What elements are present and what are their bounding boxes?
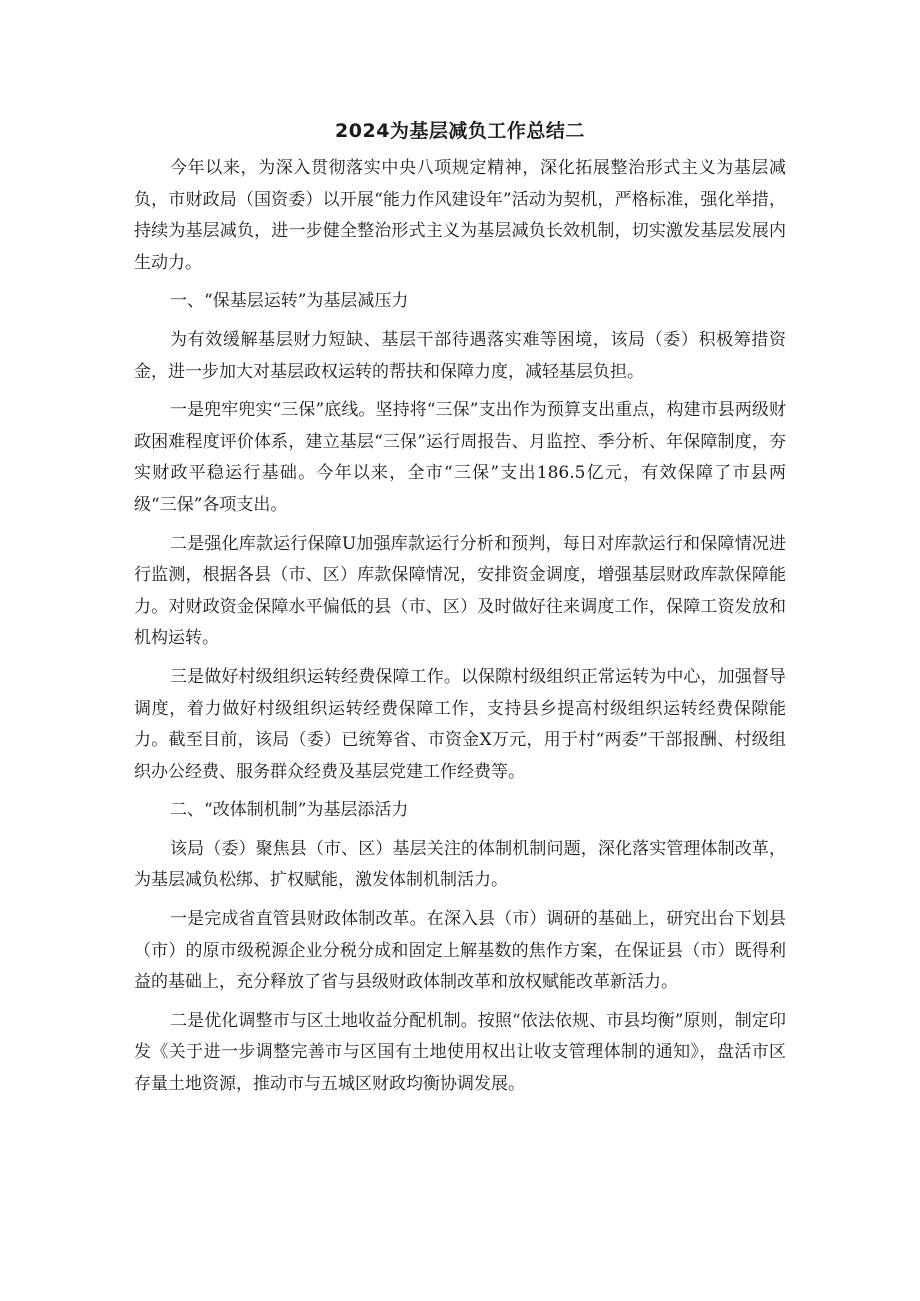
document-title: 2024为基层减负工作总结二 [335, 120, 585, 142]
section-heading-2: 二、“改体制机制”为基层添活力 [170, 800, 409, 821]
document-page [134, 118, 786, 1108]
section-heading-1: 一、“保基层运转”为基层减压力 [170, 291, 409, 312]
section-2-point-1-paragraph: 一是完成省直管县财政体制改革。在深入县（市）调研的基础上，研究出台下划县（市）的原市级税源企业分税分成和固定上解基数的焦作方案，在保证县（市）既得利益的基础上，充分释放了省与县级财政体制改革和放权赋能改革新活力。 [134, 909, 786, 993]
section-1-point-3-paragraph: 三是做好村级组织运转经费保障工作。以保隙村级组织正常运转为中心，加强督导调度，着力做好村级组织运转经费保障工作，支持县乡提高村级组织运转经费保隙能力。截至目前，该局（委）已统筹省、市资金X万元，用于村“两委”干部报酬、村级组织办公经费、服务群众经费及基层党建工作经费等。 [134, 666, 786, 782]
section-1-point-2-paragraph: 二是强化库款运行保障U加强库款运行分析和预判，每日对库款运行和保障情况进行监测，根据各县（市、区）库款保障情况，安排资金调度，增强基层财政库款保障能力。对财政资金保障水平偏低的县（市、区）及时做好往来调度工作，保障工资发放和机构运转。 [134, 533, 786, 649]
section-1-intro-paragraph: 为有效缓解基层财力短缺、基层干部待遇落实难等困境，该局（委）积极筹措资金，进一步加大对基层政权运转的帮扶和保障力度，减轻基层负担。 [134, 329, 786, 382]
section-2-point-2-paragraph: 二是优化调整市与区土地收益分配机制。按照“依法依规、市县均衡”原则，制定印发《关于进一步调整完善市与区国有土地使用权出让收支管理体制的通知》，盘活市区存量土地资源，推动市与五城区财政均衡协调发展。 [134, 1010, 786, 1095]
section-2-intro-paragraph: 该局（委）聚焦县（市、区）基层关注的体制机制问题，深化落实管理体制改革，为基层减负松绑、扩权赋能，激发体制机制活力。 [134, 838, 786, 891]
section-1-point-1-paragraph: 一是兜牢兜实“三保”底线。坚持将“三保”支出作为预算支出重点，构建市县两级财政困难程度评价体系，建立基层“三保”运行周报告、月监控、季分析、年保障制度，夯实财政平稳运行基础。今年以来，全市“三保”支出186.5亿元，有效保障了市县两级“三保”各项支出。 [134, 400, 786, 515]
intro-paragraph: 今年以来，为深入贯彻落实中央八项规定精神，深化拓展整治形式主义为基层减负，市财政局（国资委）以开展“能力作风建设年”活动为契机，严格标准，强化举措，持续为基层减负，进一步健全整治形式主义为基层减负长效机制，切实激发基层发展内生动力。 [134, 158, 786, 273]
